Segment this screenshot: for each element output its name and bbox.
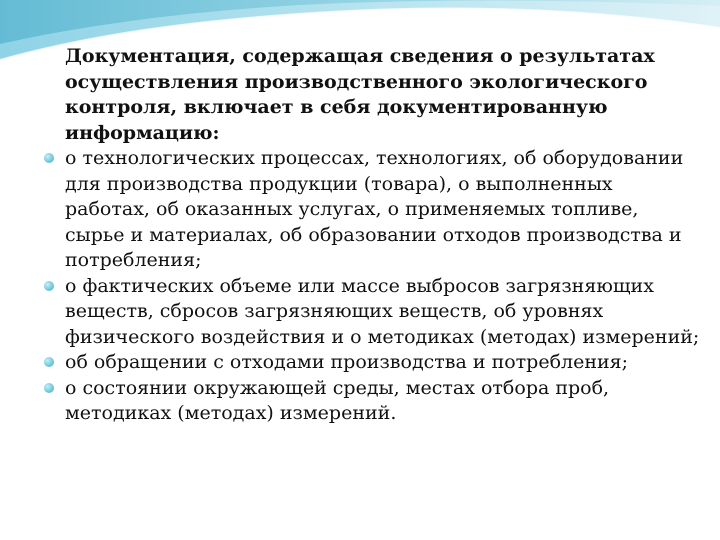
list-item-text: о фактических объеме или массе выбросов загрязняющих веществ, сбросов загрязняющих веществ, об уровнях физического воздействия и о методиках (методах) измерений; — [65, 274, 700, 348]
circle-bullet-icon — [44, 357, 54, 367]
intro-paragraph: Документация, содержащая сведения о результатах осуществления производственного экологического контроля, включает в себя документированную информацию: — [65, 45, 655, 144]
slide-body — [40, 44, 702, 427]
list-item — [40, 146, 702, 274]
list-item-text: об обращении с отходами производства и потребления; — [65, 351, 629, 373]
list-item-text: о состоянии окружающей среды, местах отбора проб, методиках (методах) измерений. — [65, 376, 610, 424]
list-item — [40, 350, 702, 376]
list-item — [40, 274, 702, 351]
bullet-list — [40, 146, 702, 427]
list-item-text: о технологических процессах, технологиях, об оборудовании для производства продукции (товара), о выполненных работах, об оказанных услугах, о применяемых топливе, сырье и материалах, об образовании отходов производства и потребления; — [65, 147, 684, 271]
circle-bullet-icon — [44, 383, 54, 393]
circle-bullet-icon — [44, 281, 54, 291]
circle-bullet-icon — [44, 153, 54, 163]
list-item — [40, 376, 702, 427]
